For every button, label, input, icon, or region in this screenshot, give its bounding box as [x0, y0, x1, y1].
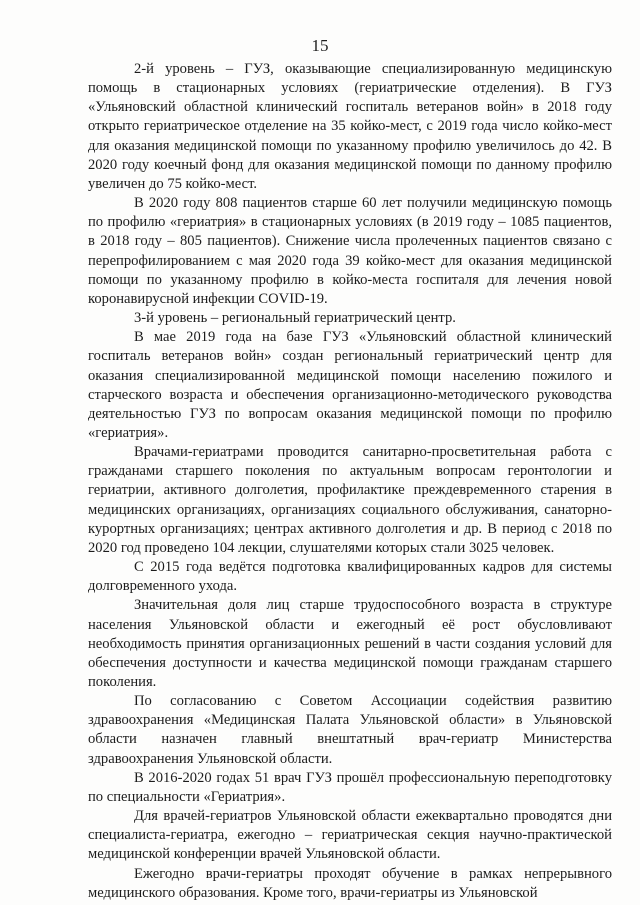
paragraph-continuing-education: Ежегодно врачи-гериатры проходят обучение в рамках непрерывного медицинского образования. Кроме того, врачи-гериатры из Ульяновской	[88, 865, 612, 901]
paragraph-geriatric-center: В мае 2019 года на базе ГУЗ «Ульяновский областной клинический госпиталь ветеранов войн» создан региональный гериатрический центр для оказания специализированной медицинской помощи населению пожилого и старческого возраста и обеспечения организационно-методического руководства деятельностью ГУЗ по вопросам оказания медицинской помощи по профилю «гериатрия».	[88, 329, 612, 441]
paragraph-retraining: В 2016-2020 годах 51 врач ГУЗ прошёл профессиональную переподготовку по специальности «Гериатрия».	[88, 769, 612, 805]
paragraph-specialist-days: Для врачей-гериатров Ульяновской области ежеквартально проводятся дни специалиста-гериатра, ежегодно – гериатрическая секция научно-практической медицинской конференции врачей Ульяновской области.	[88, 808, 612, 863]
document-body	[88, 60, 612, 903]
paragraph-level-2: 2-й уровень – ГУЗ, оказывающие специализированную медицинскую помощь в стационарных условиях (гериатрические отделения). В ГУЗ «Ульяновский областной клинический госпиталь ветеранов войн» в 2018 году открыто гериатрическое отделение на 35 койко-мест, с 2019 года число койко-мест для оказания медицинской помощи по указанному профилю увеличилось до 42. В 2020 году коечный фонд для оказания медицинской помощи по данному профилю увеличен до 75 койко-мест.	[88, 61, 612, 192]
paragraph-chief-geriatrician: По согласованию с Советом Ассоциации содействия развитию здравоохранения «Медицинская Палата Ульяновской области» в Ульяновской области назначен главный внештатный врач-гериатр Министерства здравоохранения Ульяновской области.	[88, 693, 612, 767]
paragraph-level-3: 3-й уровень – региональный гериатрический центр.	[134, 310, 456, 327]
paragraph-patients-2020: В 2020 году 808 пациентов старше 60 лет получили медицинскую помощь по профилю «гериатрия» в стационарных условиях (в 2019 году – 1085 пациентов, в 2018 году – 805 пациентов). Снижение числа пролеченных пациентов связано с перепрофилированием с мая 2020 года 39 койко-мест для оказания медицинской помощи по указанному профилю в койко-места госпиталя для лечения новой коронавирусной инфекции COVID-19.	[88, 195, 612, 307]
paragraph-population-share: Значительная доля лиц старше трудоспособного возраста в структуре населения Ульяновской области и ежегодный её рост обусловливают необходимость принятия организационных решений в части создания условий для обеспечения доступности и качества медицинской помощи гражданам старшего поколения.	[88, 597, 612, 690]
paragraph-educational-work: Врачами-гериатрами проводится санитарно-просветительная работа с гражданами старшего поколения по актуальным вопросам геронтологии и гериатрии, активного долголетия, профилактике преждевременного старения в медицинских организациях, организациях социального обслуживания, санаторно-курортных организациях; центрах активного долголетия и др. В период с 2018 по 2020 год проведено 104 лекции, слушателями которых стали 3025 человек.	[88, 444, 612, 556]
page-number: 15	[311, 36, 329, 55]
paragraph-staff-training: С 2015 года ведётся подготовка квалифицированных кадров для системы долговременного ухода.	[88, 559, 612, 595]
